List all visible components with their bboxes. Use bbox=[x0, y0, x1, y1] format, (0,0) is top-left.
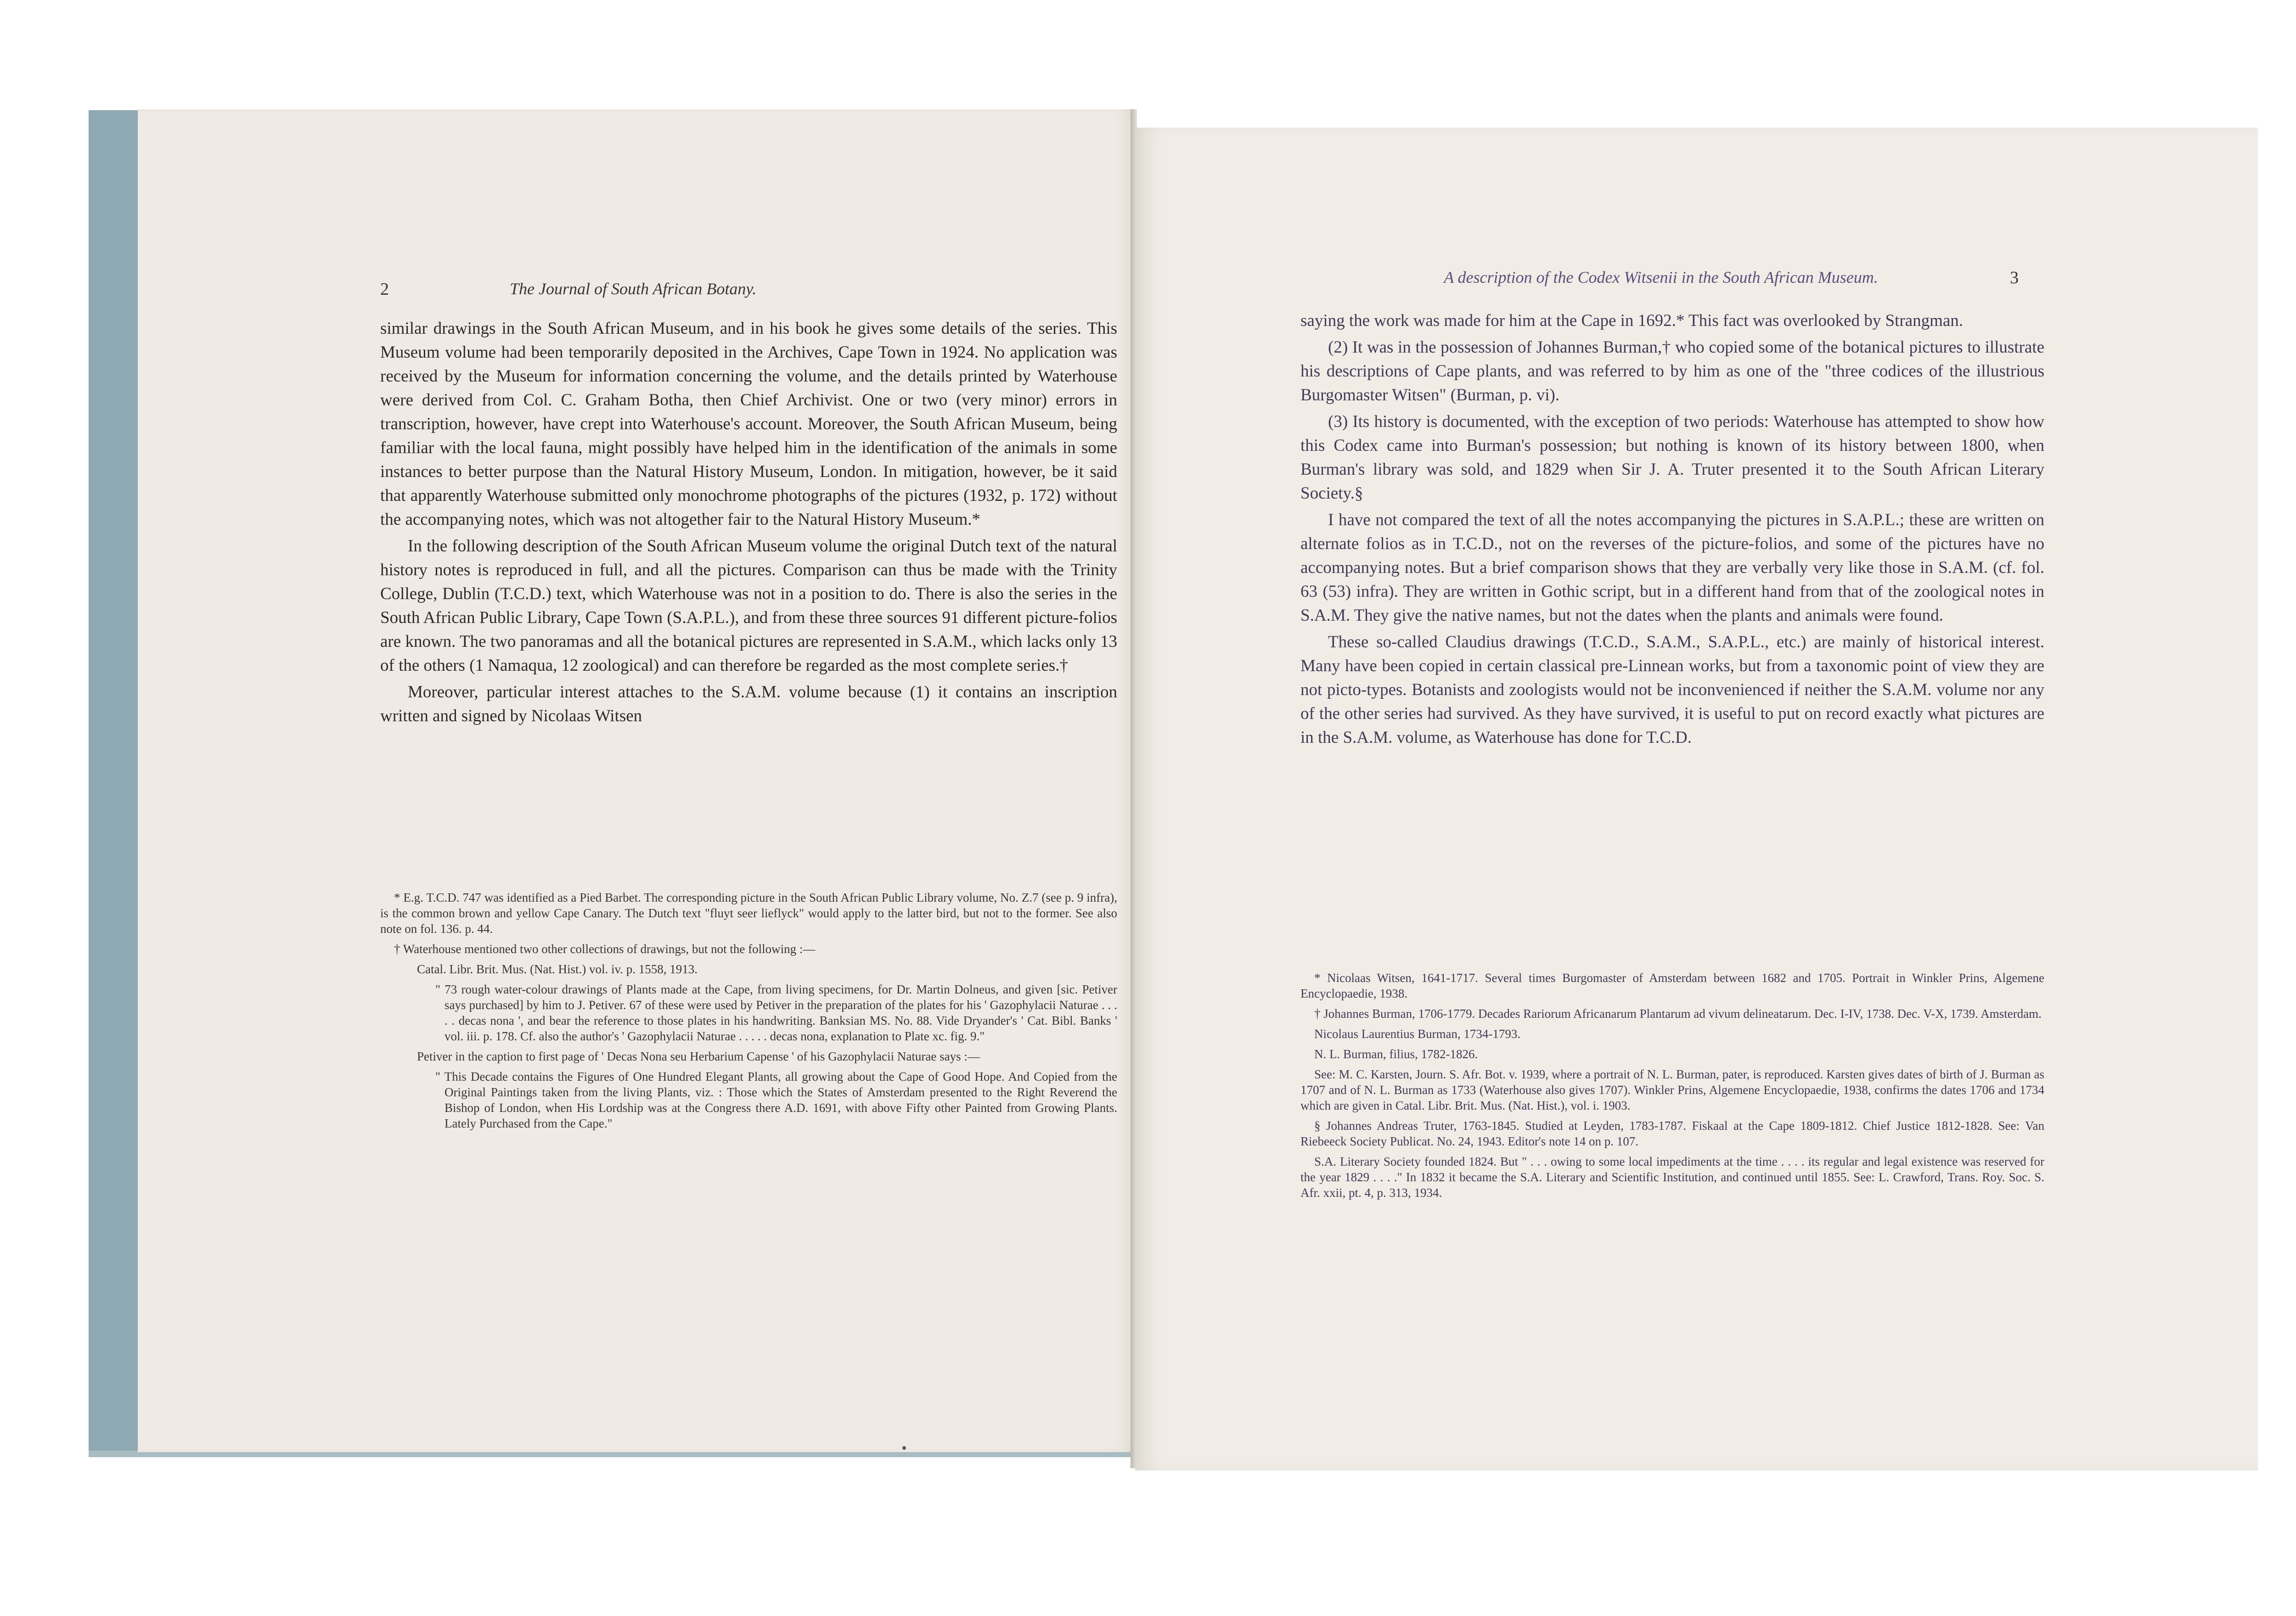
page-number: 2 bbox=[380, 280, 389, 299]
body-text bbox=[1300, 309, 2044, 752]
footnote-quote: " This Decade contains the Figures of One Hundred Elegant Plants, all growing about the Cape of Good Hope. And Copied from the Original Paintings taken from the living Plants, viz. : Those which the States of Amsterdam presented to the Right Reverend the Bishop of London, when His Lordship was at the Congress there A.D. 1691, with above Fifty other Painted from Growing Plants. Lately Purchased from the Cape." bbox=[435, 1070, 1117, 1130]
paragraph: Moreover, particular interest attaches to the S.A.M. volume because (1) it contains an inscription written and signed by Nicolaas Witsen bbox=[380, 683, 1117, 725]
paragraph: (3) Its history is documented, with the exception of two periods: Waterhouse has attempted to show how this Codex came into Burman's possession; but nothing is known of its history between 1800, when Burman's library was sold, and 1829 when Sir J. A. Truter presented it to the South African Literary Society.§ bbox=[1300, 412, 2044, 503]
paragraph: I have not compared the text of all the notes accompanying the pictures in S.A.P.L.; these are written on alternate folios as in T.C.D., not on the reverses of the picture-folios, and some of the pictures have no accompanying notes. But a brief comparison shows that they are verbally very like those in S.A.M. (cf. fol. 63 (53) infra). They are written in Gothic script, but in a different hand from that of the zoological notes in S.A.M. They give the native names, but not the dates when the plants and animals were found. bbox=[1300, 511, 2044, 625]
footnote: Nicolaus Laurentius Burman, 1734-1793. bbox=[1314, 1027, 1521, 1041]
right-page bbox=[1135, 128, 2258, 1470]
paragraph: (2) It was in the possession of Johannes Burman,† who copied some of the botanical pictures to illustrate his descriptions of Cape plants, and was referred to by him as one of the "three codices of the illustrious Burgomaster Witsen" (Burman, p. vi). bbox=[1300, 338, 2044, 404]
page-number: 3 bbox=[2010, 268, 2019, 287]
footnotes bbox=[380, 890, 1117, 1136]
footnote-quote: " 73 rough water-colour drawings of Plants made at the Cape, from living specimens, for Dr. Martin Dolneus, and given [sic. Petiver says purchased] by him to J. Petiver. 67 of these were used by Petiver in the preparation of the plates for his ' Gazophylacii Naturae . . . . . decas nona ', and bear the reference to those plates in his handwriting. Banksian MS. No. 88. Vide Dryander's ' Cat. Bibl. Banks ' vol. iii. p. 178. Cf. also the author's ' Gazophylacii Naturae . . . . . decas nona, explanation to Plate xc. fig. 9." bbox=[435, 982, 1117, 1043]
footnote-citation: Petiver in the caption to first page of ' Decas Nona seu Herbarium Capense ' of his Gazophylacii Naturae says :— bbox=[417, 1049, 980, 1063]
footnote: * E.g. T.C.D. 747 was identified as a Pied Barbet. The corresponding picture in the South African Public Library volume, No. Z.7 (see p. 9 infra), is the common brown and yellow Cape Canary. The Dutch text "fluyt seer lieflyck" would apply to the latter bird, but not to the former. See also note on fol. 136. p. 44. bbox=[380, 891, 1117, 936]
paragraph: These so-called Claudius drawings (T.C.D., S.A.M., S.A.P.L., etc.) are mainly of historical interest. Many have been copied in certain classical pre-Linnean works, but from a taxonomic point of view they are not picto-types. Botanists and zoologists would not be inconvenienced if neither the S.A.M. volume nor any of the other series had survived. As they have survived, it is useful to put on record exactly what pictures are in the S.A.M. volume, as Waterhouse has done for T.C.D. bbox=[1300, 633, 2044, 747]
footnote: § Johannes Andreas Truter, 1763-1845. Studied at Leyden, 1783-1787. Fiskaal at the Cape 1809-1812. Chief Justice 1812-1828. See: Van Riebeeck Society Publicat. No. 24, 1943. Editor's note 14 on p. 107. bbox=[1300, 1119, 2044, 1148]
footnote: † Waterhouse mentioned two other collections of drawings, but not the following :— bbox=[394, 942, 816, 956]
footnotes bbox=[1300, 970, 2044, 1205]
running-head: A description of the Codex Witsenii in the South African Museum. bbox=[1444, 268, 1878, 286]
footnote-citation: Catal. Libr. Brit. Mus. (Nat. Hist.) vol. iv. p. 1558, 1913. bbox=[417, 962, 698, 976]
left-page bbox=[138, 109, 1134, 1452]
footnote: N. L. Burman, filius, 1782-1826. bbox=[1314, 1047, 1478, 1061]
footnote: † Johannes Burman, 1706-1779. Decades Rariorum Africanarum Plantarum ad vivum delineatarum. Dec. I-IV, 1738. Dec. V-X, 1739. Amsterdam. bbox=[1314, 1007, 2042, 1021]
paragraph: In the following description of the South African Museum volume the original Dutch text of the natural history notes is reproduced in full, and all the pictures. Comparison can thus be made with the Trinity College, Dublin (T.C.D.) text, which Waterhouse was not in a position to do. There is also the series in the South African Public Library, Cape Town (S.A.P.L.), and from these three sources 91 different picture-folios are known. The two panoramas and all the botanical pictures are represented in S.A.M., which lacks only 13 of the others (1 Namaqua, 12 zoological) and can therefore be regarded as the most complete series.† bbox=[380, 537, 1117, 675]
running-head: The Journal of South African Botany. bbox=[510, 280, 757, 298]
body-text bbox=[380, 317, 1117, 731]
footnote: See: M. C. Karsten, Journ. S. Afr. Bot. v. 1939, where a portrait of N. L. Burman, pater, is reproduced. Karsten gives dates of birth of J. Burman as 1707 and of N. L. Burman as 1733 (Waterhouse also gives 1707). Winkler Prins, Algemene Encyclopaedie, 1938, confirms the dates 1706 and 1734 which are given in Catal. Libr. Brit. Mus. (Nat. Hist.), vol. i. 1903. bbox=[1300, 1067, 2044, 1112]
paragraph: similar drawings in the South African Museum, and in his book he gives some details of the series. This Museum volume had been temporarily deposited in the Archives, Cape Town in 1924. No application was received by the Museum for information concerning the volume, and the details printed by Waterhouse were derived from Col. C. Graham Botha, then Chief Archivist. One or two (very minor) errors in transcription, however, have crept into Waterhouse's account. Moreover, the South African Museum, being familiar with the local fauna, might possibly have helped him in the identification of the animals in some instances to better purpose than the Natural History Museum, London. In mitigation, however, be it said that apparently Waterhouse submitted only monochrome photographs of the pictures (1932, p. 172) without the accompanying notes, which was not altogether fair to the Natural History Museum.* bbox=[380, 319, 1117, 529]
cover-edge bbox=[89, 110, 139, 1455]
page-mark bbox=[902, 1446, 906, 1450]
footnote: * Nicolaas Witsen, 1641-1717. Several times Burgomaster of Amsterdam between 1682 and 1705. Portrait in Winkler Prins, Algemene Encyclopaedie, 1938. bbox=[1300, 971, 2044, 1000]
footnote: S.A. Literary Society founded 1824. But " . . . owing to some local impediments at the time . . . . its regular and legal existence was reserved for the year 1829 . . . ." In 1832 it became the S.A. Literary and Scientific Institution, and continued until 1855. See: L. Crawford, Trans. Roy. Soc. S. Afr. xxii, pt. 4, p. 313, 1934. bbox=[1300, 1155, 2044, 1200]
paragraph: saying the work was made for him at the Cape in 1692.* This fact was overlooked by Strangman. bbox=[1300, 311, 1964, 330]
